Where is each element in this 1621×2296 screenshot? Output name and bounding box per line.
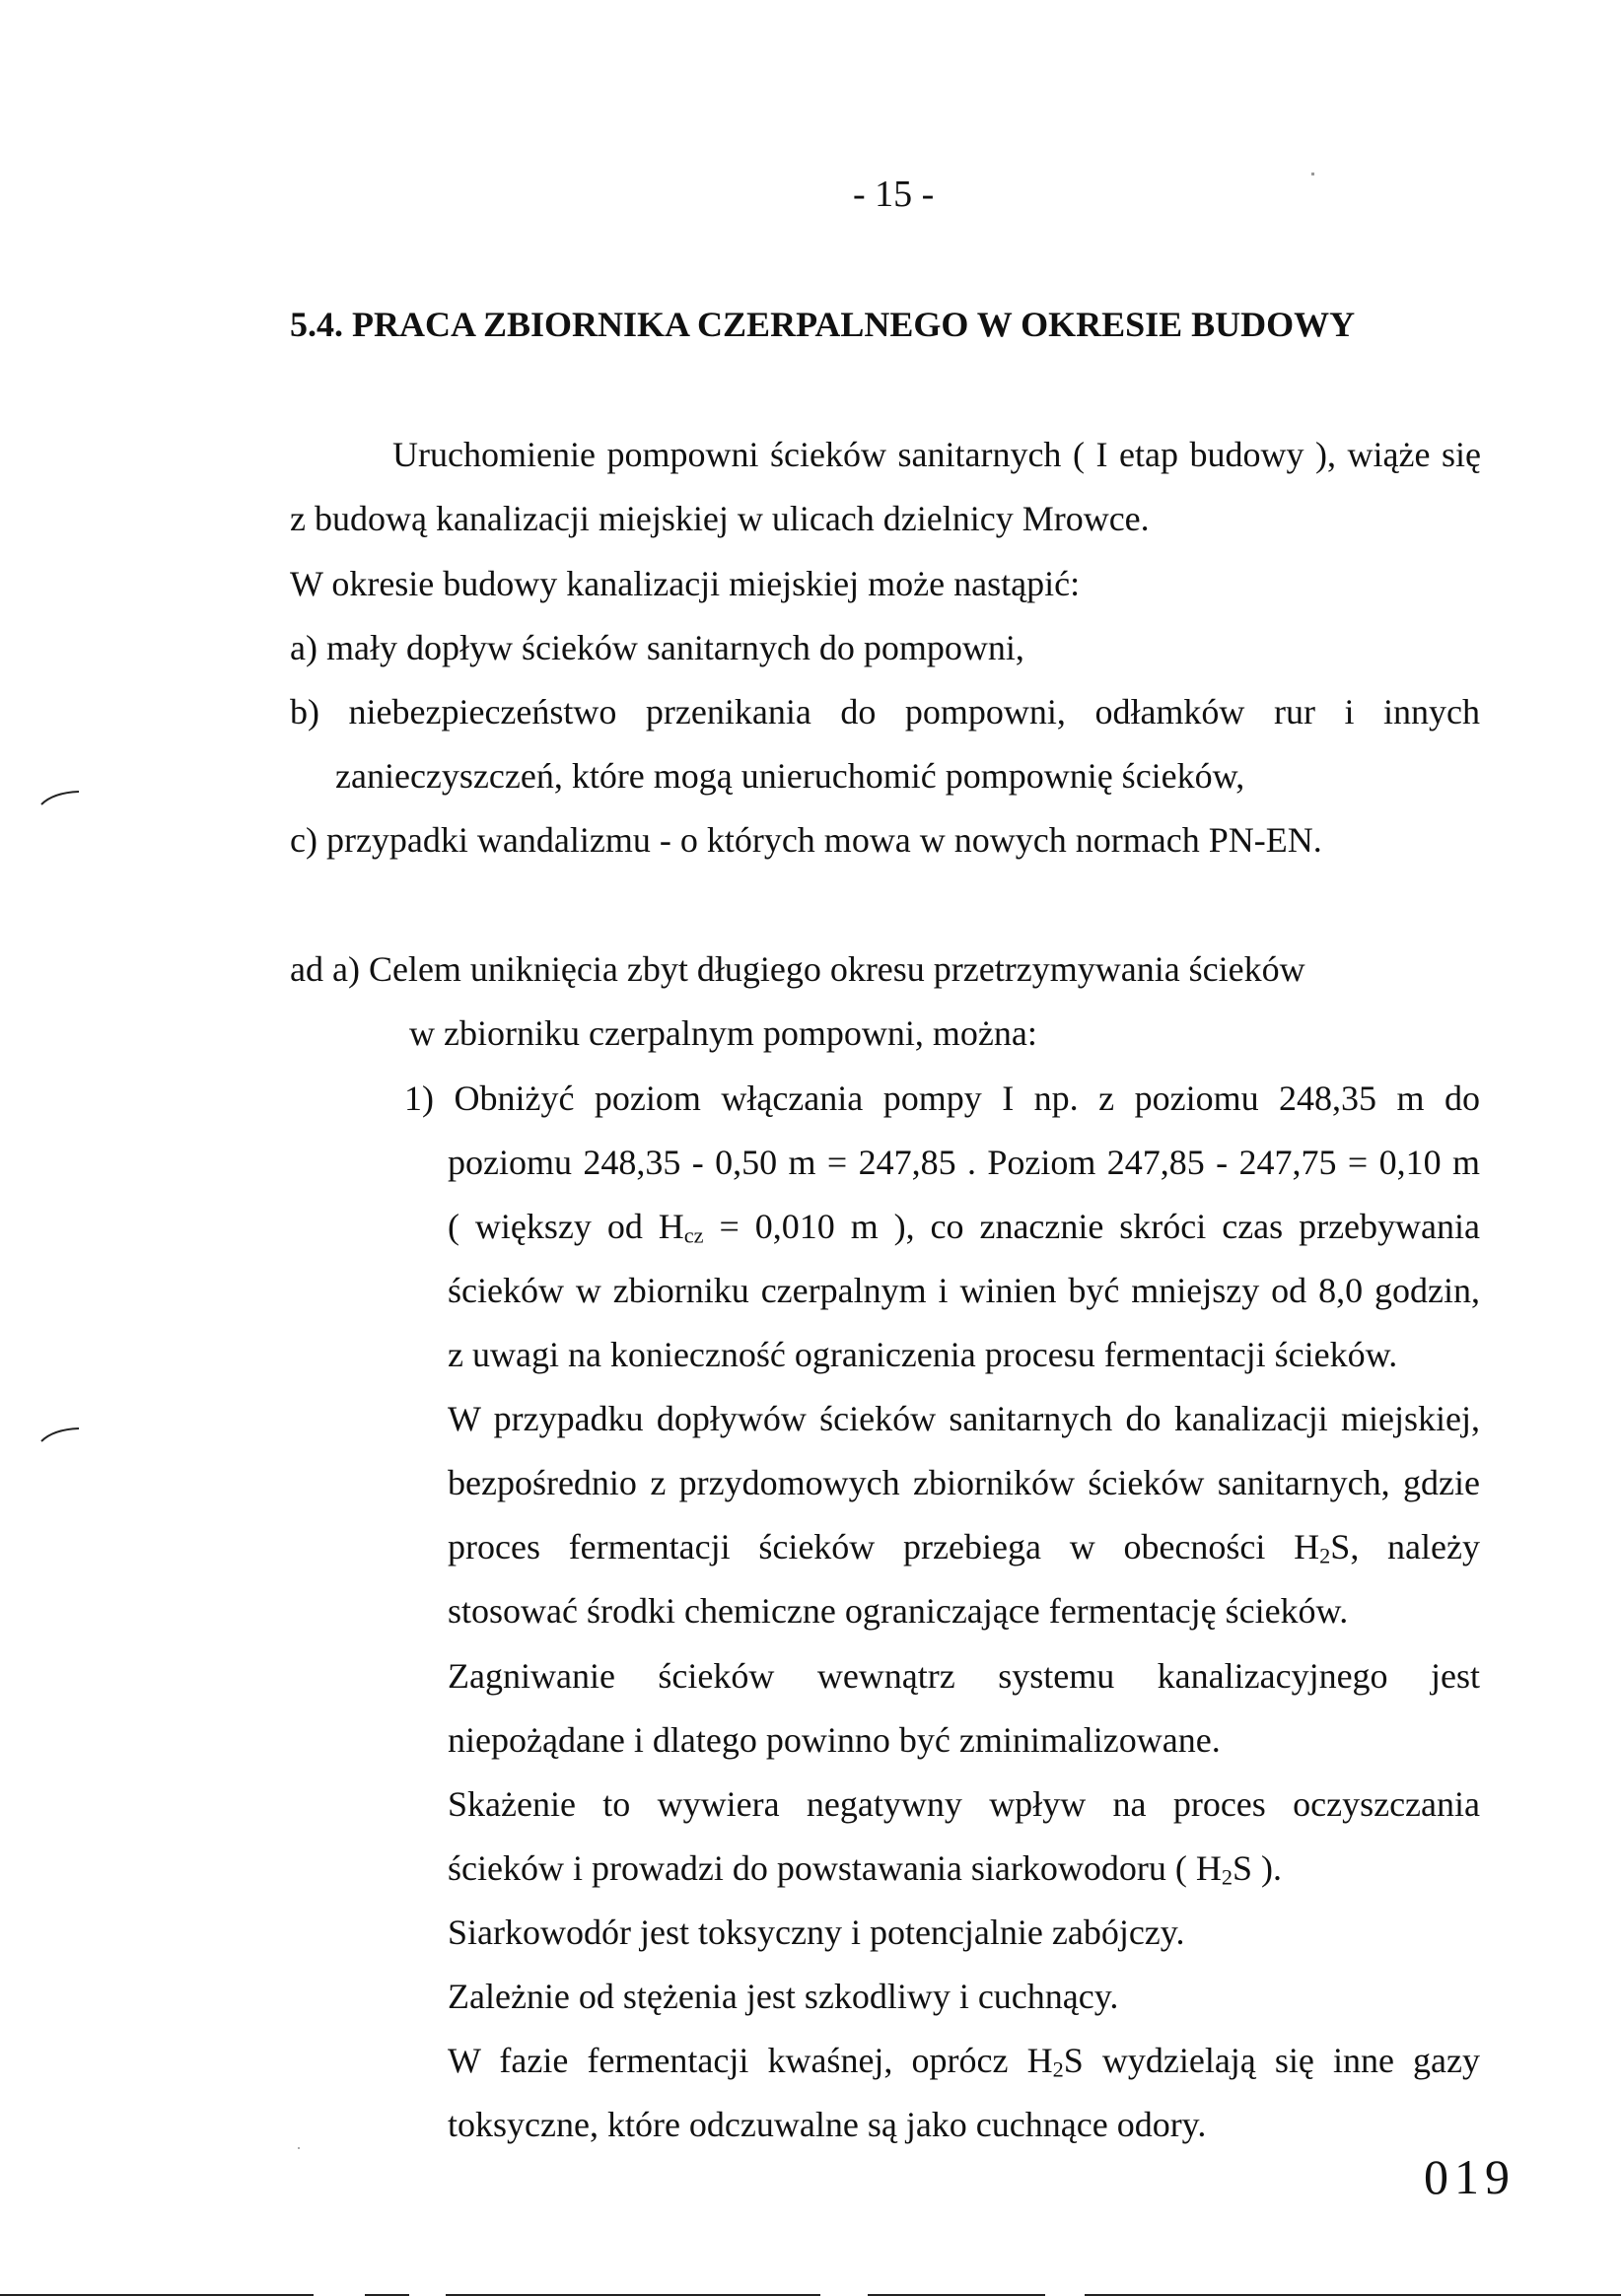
intro-line-1: Uruchomienie pompowni ścieków sanitarnych ( I etap budowy ), wiąże się <box>392 435 1481 474</box>
para-4-line-1: Skażenie to wywiera negatywny wpływ na proces oczyszczania <box>448 1784 1480 1824</box>
para-5: Siarkowodór jest toksyczny i potencjalnie zabójczy. <box>448 1913 1185 1952</box>
para-2-line-3: proces fermentacji ścieków przebiega w obecności $H_2S$, należy <box>448 1527 1480 1568</box>
list-item-c: c) przypadki wandalizmu - o których mowa w nowych normach PN-EN. <box>290 820 1322 860</box>
item-1-line-2: poziomu 248,35 - 0,50 m = 247,85 . Poziom 247,85 - 247,75 = 0,10 m <box>448 1143 1480 1182</box>
para-4-line-2: ścieków i prowadzi do powstawania siarkowodoru ( $H_2S$ ). <box>448 1848 1282 1890</box>
item-1-line-3: ( większy od $H_{cz} = 0,010$ m ), co znacznie skróci czas przebywania <box>448 1207 1480 1248</box>
list-item-a: a) mały dopływ ścieków sanitarnych do pompowni, <box>290 628 1024 667</box>
section-heading: 5.4. PRACA ZBIORNIKA CZERPALNEGO W OKRESIE BUDOWY <box>290 305 1356 344</box>
list-item-b-cont: zanieczyszczeń, które mogą unieruchomić pompownię ścieków, <box>335 756 1245 796</box>
margin-mark-2 <box>39 1426 81 1445</box>
ad-a-line-1: ad a) Celem uniknięcia zbyt długiego okresu przetrzymywania ścieków <box>290 949 1305 989</box>
item-1-line-1: 1) Obniżyć poziom włączania pompy I np. z poziomu 248,35 m do <box>404 1078 1480 1118</box>
intro-line-3: W okresie budowy kanalizacji miejskiej może nastąpić: <box>290 564 1081 603</box>
para-7-line-2: toksyczne, które odczuwalne są jako cuchnące odory. <box>448 2105 1207 2144</box>
para-3-line-2: niepożądane i dlatego powinno być zminimalizowane. <box>448 1720 1221 1760</box>
para-6: Zależnie od stężenia jest szkodliwy i cuchnący. <box>448 1977 1119 2016</box>
list-item-b: b) niebezpieczeństwo przenikania do pompowni, odłamków rur i innych <box>290 692 1480 731</box>
para-2-line-2: bezpośrednio z przydomowych zbiorników ścieków sanitarnych, gdzie <box>448 1463 1480 1502</box>
stamp-number: 019 <box>1424 2149 1515 2204</box>
scan-speck <box>298 2147 300 2149</box>
scan-speck <box>1311 173 1314 175</box>
para-3-line-1: Zagniwanie ścieków wewnątrz systemu kanalizacyjnego jest <box>448 1656 1480 1696</box>
page-number: - 15 - <box>853 174 935 215</box>
intro-line-2: z budową kanalizacji miejskiej w ulicach dzielnicy Mrowce. <box>290 499 1150 538</box>
para-2-line-4: stosować środki chemiczne ograniczające fermentację ścieków. <box>448 1591 1349 1631</box>
para-7-line-1: W fazie fermentacji kwaśnej, oprócz $H_2S$ wydzielają się inne gazy <box>448 2041 1481 2082</box>
ad-a-line-2: w zbiorniku czerpalnym pompowni, można: <box>409 1013 1037 1053</box>
item-1-line-5: z uwagi na konieczność ograniczenia procesu fermentacji ścieków. <box>448 1335 1398 1374</box>
para-2-line-1: W przypadku dopływów ścieków sanitarnych do kanalizacji miejskiej, <box>448 1399 1480 1438</box>
margin-mark-1 <box>39 789 81 808</box>
item-1-line-4: ścieków w zbiorniku czerpalnym i winien być mniejszy od 8,0 godzin, <box>448 1271 1480 1310</box>
